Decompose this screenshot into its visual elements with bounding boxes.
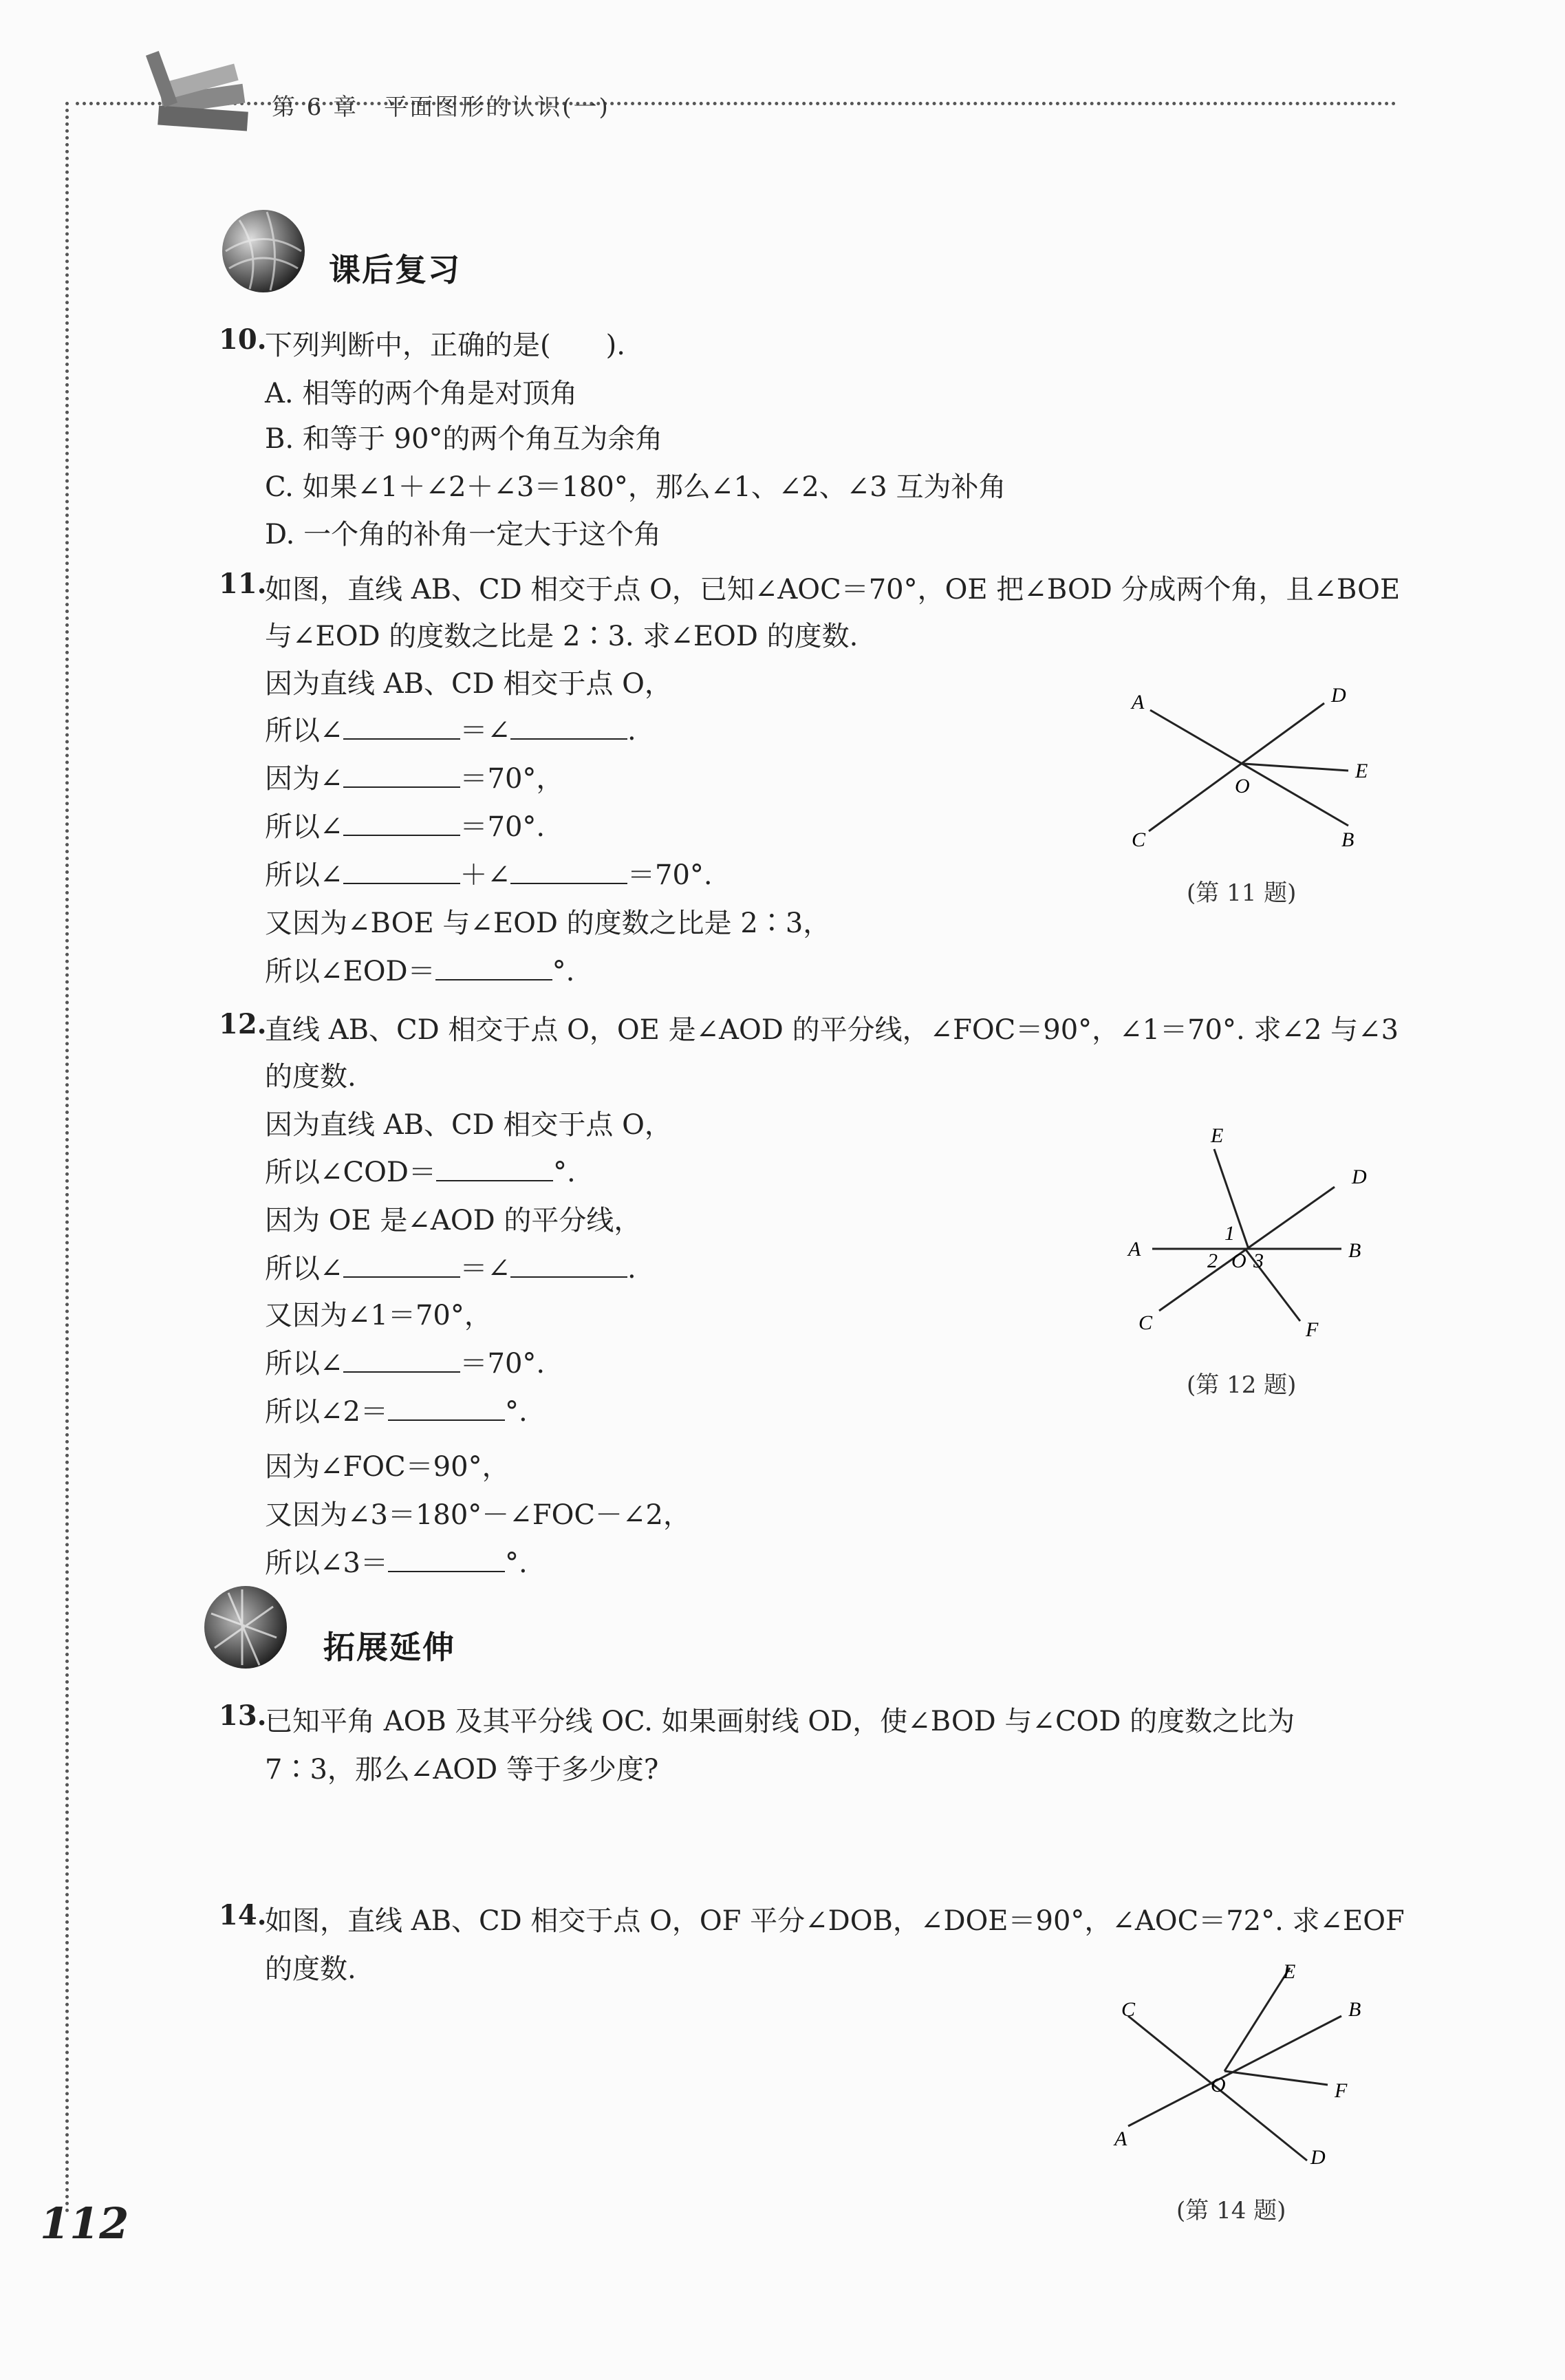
answer-blank[interactable] <box>510 859 627 884</box>
step: 所以∠COD＝ °. <box>265 1157 576 1188</box>
label-e: E <box>1355 760 1368 782</box>
question-stem: 7∶3，那么∠AOD 等于多少度? <box>265 1754 659 1786</box>
book-stack-icon <box>141 48 261 151</box>
step: 又因为∠3＝180°－∠FOC－∠2， <box>265 1499 691 1531</box>
label-b: B <box>1348 1998 1361 2021</box>
answer-blank[interactable] <box>510 715 627 740</box>
label-a: A <box>1114 2127 1127 2150</box>
label-f: F <box>1335 2079 1348 2102</box>
label-a: A <box>1132 691 1145 714</box>
answer-blank[interactable] <box>388 1396 505 1421</box>
answer-blank[interactable] <box>436 1157 553 1181</box>
label-e: E <box>1211 1124 1224 1147</box>
answer-blank[interactable] <box>343 1253 460 1278</box>
step: 所以∠EOD＝ °. <box>265 956 575 987</box>
step: 所以∠3＝ °. <box>265 1547 528 1579</box>
step: 所以∠ ＋∠ ＝70°. <box>265 859 713 891</box>
question-stem: 如图，直线 AB、CD 相交于点 O，OF 平分∠DOB，∠DOE＝90°，∠AOC＝72°. 求∠EOF <box>265 1905 1405 1937</box>
answer-blank[interactable] <box>388 1547 505 1572</box>
label-d: D <box>1310 2146 1326 2169</box>
option-b: B. 和等于 90°的两个角互为余角 <box>265 423 663 455</box>
step: 所以∠ ＝70°. <box>265 811 546 843</box>
question-stem: 下列判断中，正确的是( ). <box>265 330 625 361</box>
line-ab <box>1128 2016 1341 2126</box>
step: 又因为∠1＝70°， <box>265 1300 492 1331</box>
label-o: O <box>1231 1250 1246 1272</box>
step: 因为 OE 是∠AOD 的平分线， <box>265 1205 642 1236</box>
step: 所以∠2＝ °. <box>265 1396 528 1428</box>
label-b: B <box>1348 1239 1361 1262</box>
label-c: C <box>1132 828 1146 851</box>
step: 因为∠FOC＝90°， <box>265 1451 510 1483</box>
label-b: B <box>1341 828 1354 851</box>
step: 所以∠ ＝∠ . <box>265 715 636 747</box>
question-stem: 如图，直线 AB、CD 相交于点 O，已知∠AOC＝70°，OE 把∠BOD 分成两个角，且∠BOE <box>265 574 1401 605</box>
margin-dotted-rule <box>65 102 69 2214</box>
step: 因为直线 AB、CD 相交于点 O， <box>265 1109 672 1141</box>
label-o: O <box>1235 775 1250 797</box>
option-c: C. 如果∠1＋∠2＋∠3＝180°，那么∠1、∠2、∠3 互为补角 <box>265 471 1006 503</box>
figure-caption: (第 14 题) <box>1176 2197 1286 2224</box>
figure-14 <box>1101 1961 1383 2188</box>
label-d: D <box>1331 684 1346 707</box>
label-c: C <box>1121 1998 1136 2021</box>
question-stem: 已知平角 AOB 及其平分线 OC. 如果画射线 OD，使∠BOD 与∠COD 的度数之比为 <box>265 1706 1295 1737</box>
step: 所以∠ ＝70°. <box>265 1348 546 1380</box>
step: 因为∠ ＝70°， <box>265 763 564 795</box>
answer-blank[interactable] <box>343 763 460 788</box>
figure-11 <box>1121 681 1383 860</box>
ray-of <box>1224 2071 1328 2085</box>
question-number: 13. <box>219 1700 267 1732</box>
step: 又因为∠BOE 与∠EOD 的度数之比是 2∶3， <box>265 908 831 939</box>
step: 所以∠ ＝∠ . <box>265 1253 636 1285</box>
option-d: D. 一个角的补角一定大于这个角 <box>265 519 662 550</box>
label-o: O <box>1211 2074 1226 2097</box>
page-number: 112 <box>40 2198 129 2249</box>
question-stem: 的度数. <box>265 1061 356 1093</box>
angle-1-label: 1 <box>1224 1222 1235 1245</box>
question-number: 14. <box>219 1899 267 1931</box>
question-number: 11. <box>219 568 267 600</box>
angle-2-label: 2 <box>1207 1250 1218 1272</box>
step: 因为直线 AB、CD 相交于点 O， <box>265 668 672 700</box>
answer-blank[interactable] <box>343 811 460 836</box>
question-stem: 直线 AB、CD 相交于点 O，OE 是∠AOD 的平分线，∠FOC＝90°，∠1＝70°. 求∠2 与∠3 <box>265 1014 1399 1046</box>
answer-blank[interactable] <box>435 956 552 980</box>
figure-caption: (第 11 题) <box>1187 879 1297 907</box>
label-f: F <box>1306 1318 1319 1341</box>
question-stem: 与∠EOD 的度数之比是 2∶3. 求∠EOD 的度数. <box>265 621 859 652</box>
label-d: D <box>1352 1166 1367 1188</box>
label-e: E <box>1283 1961 1296 1983</box>
section-title-extend: 拓展延伸 <box>323 1629 455 1666</box>
globe-icon <box>201 1583 290 1672</box>
option-a: A. 相等的两个角是对顶角 <box>265 378 578 409</box>
ray-oe <box>1224 1968 1290 2071</box>
answer-blank[interactable] <box>343 859 460 884</box>
globe-icon <box>219 206 308 296</box>
label-c: C <box>1138 1311 1153 1334</box>
answer-blank[interactable] <box>510 1253 627 1278</box>
figure-12 <box>1121 1122 1383 1355</box>
question-number: 10. <box>219 323 267 356</box>
answer-blank[interactable] <box>343 715 460 740</box>
section-title-review: 课后复习 <box>329 251 461 288</box>
chapter-header: 第 6 章 平面图形的认识(一) <box>272 94 610 121</box>
figure-caption: (第 12 题) <box>1187 1371 1297 1399</box>
answer-blank[interactable] <box>343 1348 460 1373</box>
label-a: A <box>1128 1238 1141 1261</box>
question-stem: 的度数. <box>265 1953 356 1985</box>
ray-oe <box>1244 764 1348 771</box>
question-number: 12. <box>219 1008 267 1040</box>
angle-3-label: 3 <box>1253 1250 1264 1272</box>
